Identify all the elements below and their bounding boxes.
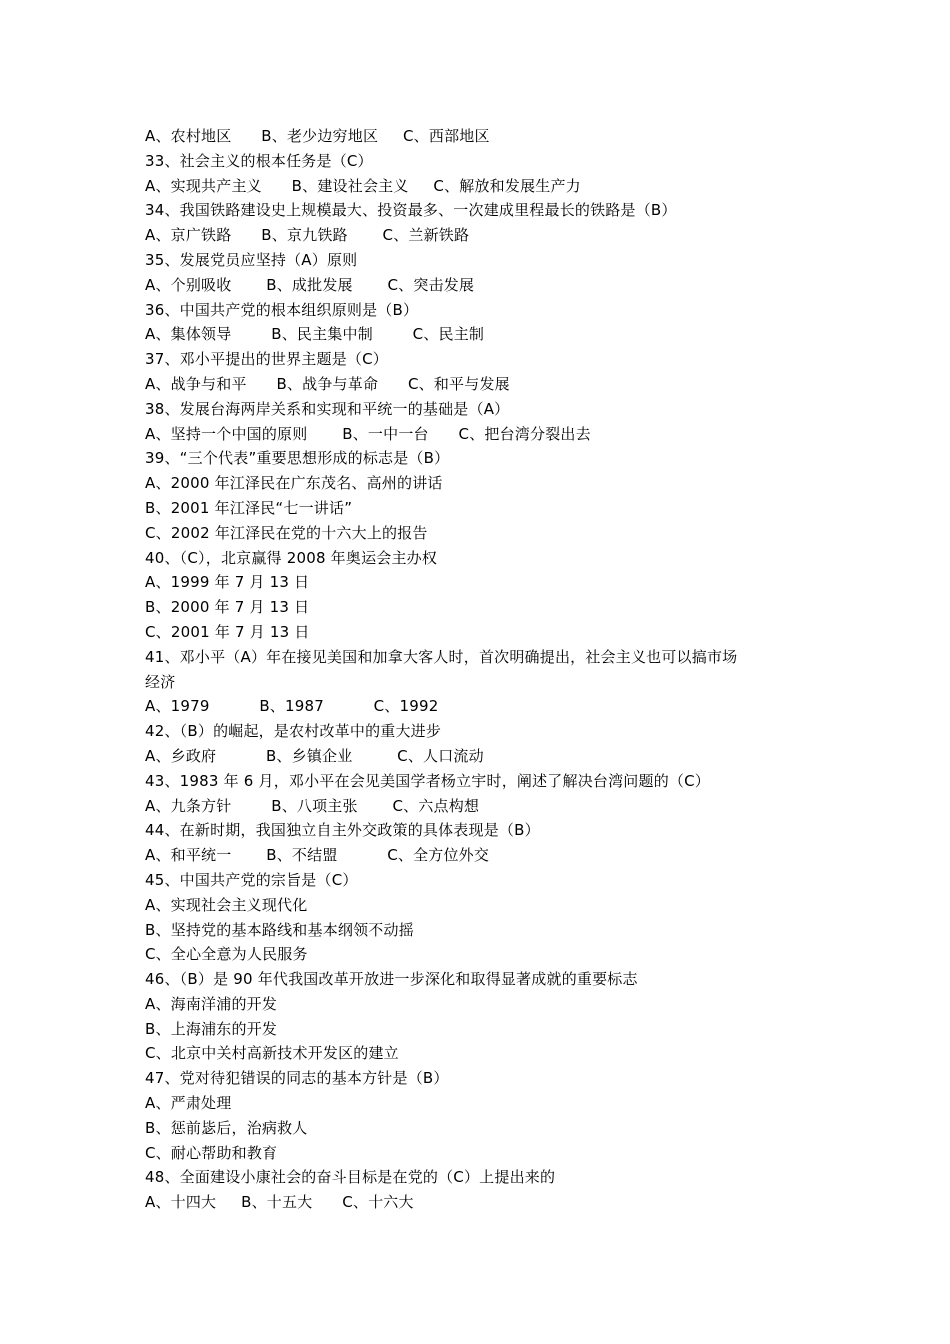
- question-41-continued: 经济: [145, 672, 176, 691]
- answer-option: B、2000 年 7 月 13 日: [145, 598, 310, 617]
- answer-options-line: A、个别吸收 B、成批发展 C、突击发展: [145, 275, 475, 294]
- question-35: 35、发展党员应坚持（A）原则: [145, 250, 358, 269]
- answer-options-line: A、十四大 B、十五大 C、十六大: [145, 1193, 414, 1212]
- answer-options-line: A、1979 B、1987 C、1992: [145, 697, 439, 716]
- question-43: 43、1983 年 6 月，邓小平在会见美国学者杨立宇时，阐述了解决台湾问题的（C）: [145, 771, 710, 790]
- question-39: 39、“三个代表”重要思想形成的标志是（B）: [145, 449, 450, 468]
- answer-options-line: A、战争与和平 B、战争与革命 C、和平与发展: [145, 374, 510, 393]
- answer-option: B、2001 年江泽民“七一讲话”: [145, 498, 353, 517]
- question-33: 33、社会主义的根本任务是（C）: [145, 151, 373, 170]
- question-38: 38、发展台海两岸关系和实现和平统一的基础是（A）: [145, 399, 510, 418]
- question-48: 48、全面建设小康社会的奋斗目标是在党的（C）上提出来的: [145, 1168, 556, 1187]
- question-41: 41、邓小平（A）年在接见美国和加拿大客人时，首次明确提出，社会主义也可以搞市场: [145, 647, 738, 666]
- answer-options-line: A、坚持一个中国的原则 B、一中一台 C、把台湾分裂出去: [145, 424, 591, 443]
- answer-option: C、2002 年江泽民在党的十六大上的报告: [145, 523, 428, 542]
- answer-options-line: A、农村地区 B、老少边穷地区 C、西部地区: [145, 127, 490, 145]
- answer-options-line: A、实现共产主义 B、建设社会主义 C、解放和发展生产力: [145, 176, 581, 195]
- question-46: 46、（B）是 90 年代我国改革开放进一步深化和取得显著成就的重要标志: [145, 970, 638, 989]
- answer-option: B、坚持党的基本路线和基本纲领不动摇: [145, 920, 414, 939]
- answer-option: B、惩前毖后，治病救人: [145, 1118, 308, 1137]
- answer-option: C、2001 年 7 月 13 日: [145, 622, 310, 641]
- answer-option: A、严肃处理: [145, 1094, 232, 1113]
- question-45: 45、中国共产党的宗旨是（C）: [145, 870, 358, 889]
- question-37: 37、邓小平提出的世界主题是（C）: [145, 350, 388, 369]
- question-40: 40、（C），北京赢得 2008 年奥运会主办权: [145, 548, 438, 567]
- answer-options-line: A、集体领导 B、民主集中制 C、民主制: [145, 325, 485, 344]
- answer-option: A、海南洋浦的开发: [145, 994, 278, 1013]
- answer-option: A、实现社会主义现代化: [145, 895, 308, 914]
- answer-option: A、2000 年江泽民在广东茂名、高州的讲话: [145, 474, 443, 493]
- question-36: 36、中国共产党的根本组织原则是（B）: [145, 300, 419, 319]
- answer-option: C、全心全意为人民服务: [145, 945, 308, 964]
- question-34: 34、我国铁路建设史上规模最大、投资最多、一次建成里程最长的铁路是（B）: [145, 201, 677, 220]
- answer-options-line: A、和平统一 B、不结盟 C、全方位外交: [145, 846, 490, 865]
- answer-option: B、上海浦东的开发: [145, 1019, 278, 1038]
- answer-options-line: A、京广铁路 B、京九铁路 C、兰新铁路: [145, 226, 470, 245]
- answer-option: A、1999 年 7 月 13 日: [145, 573, 310, 592]
- question-44: 44、在新时期，我国独立自主外交政策的具体表现是（B）: [145, 821, 540, 840]
- answer-options-line: A、九条方针 B、八项主张 C、六点构想: [145, 796, 480, 815]
- question-47: 47、党对待犯错误的同志的基本方针是（B）: [145, 1069, 449, 1088]
- answer-option: C、耐心帮助和教育: [145, 1143, 278, 1162]
- question-42: 42、（B）的崛起，是农村改革中的重大进步: [145, 722, 442, 741]
- document-page: [145, 124, 825, 1215]
- answer-options-line: A、乡政府 B、乡镇企业 C、人口流动: [145, 746, 484, 765]
- answer-option: C、北京中关村高新技术开发区的建立: [145, 1044, 399, 1063]
